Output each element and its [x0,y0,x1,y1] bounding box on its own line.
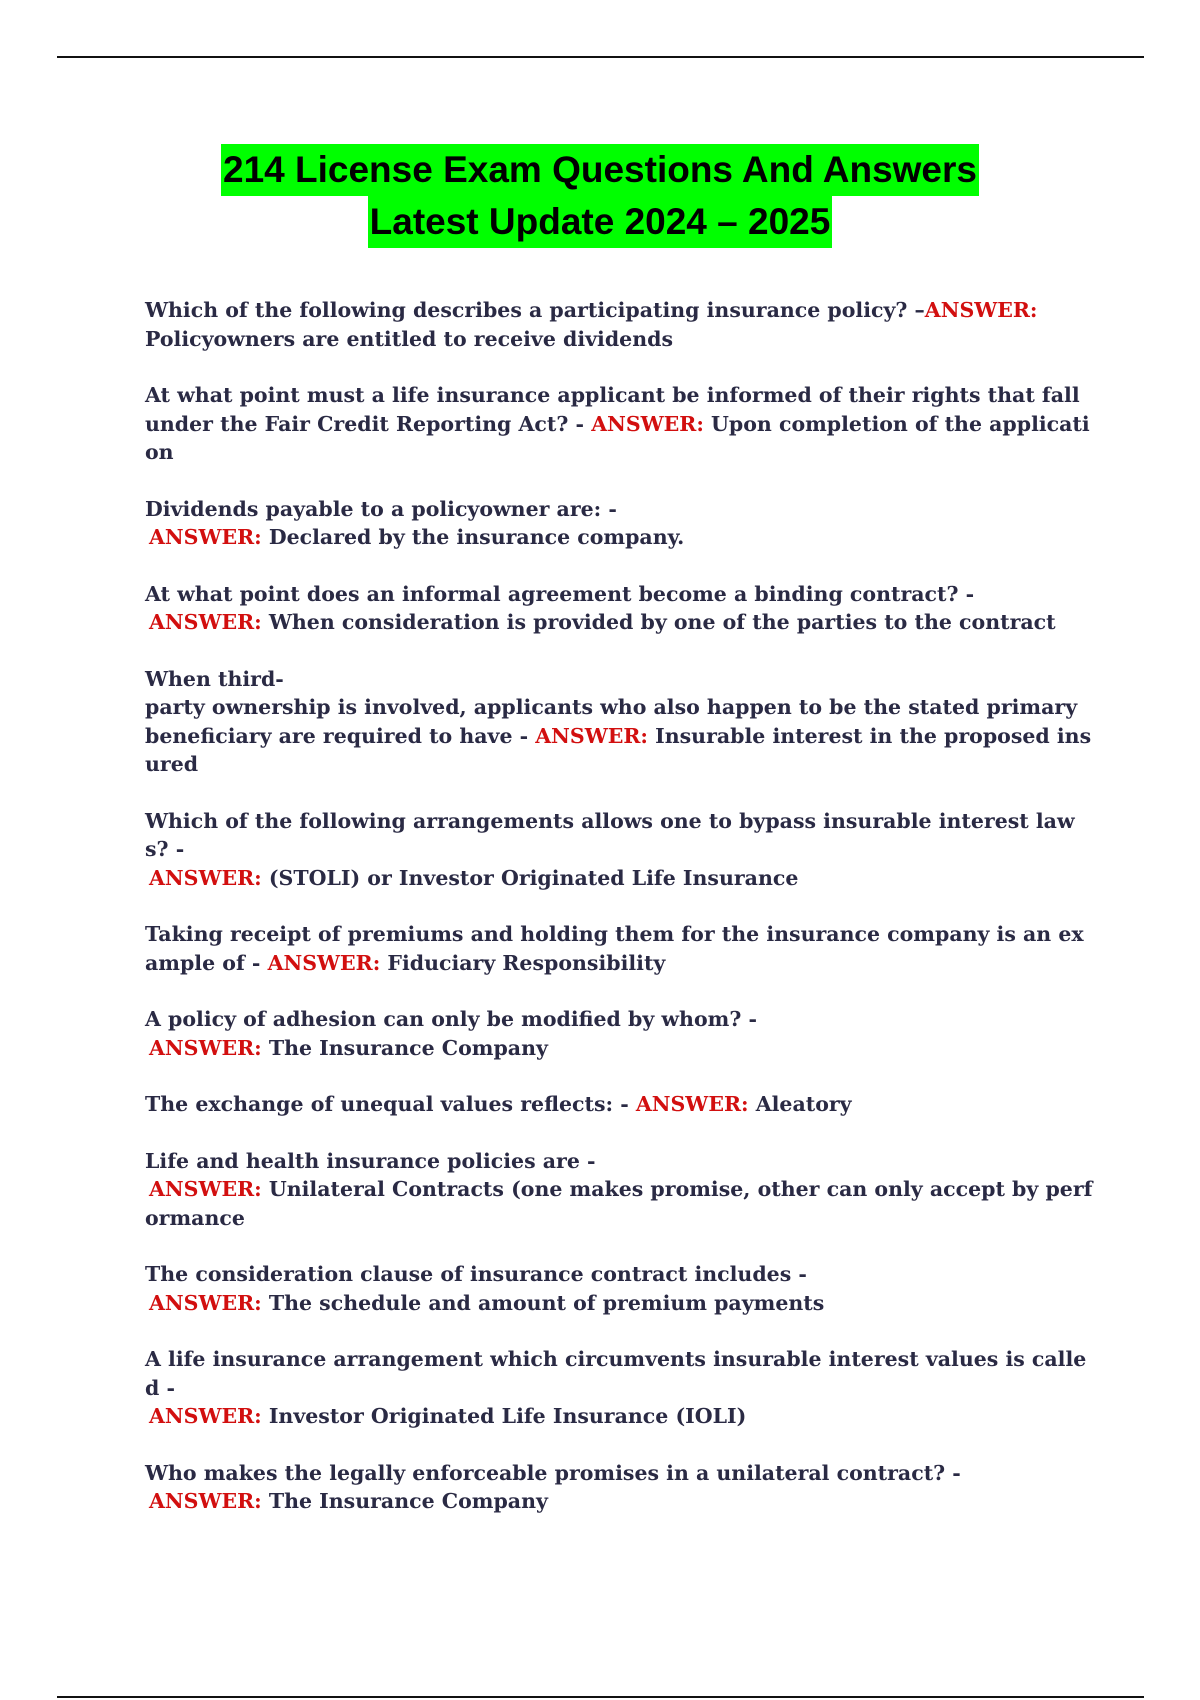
question-text: The exchange of unequal values reflects: - [145,1092,636,1116]
answer-text: When consideration is provided by one of the parties to the contract [268,610,1056,634]
question-text: Life and health insurance policies are - [145,1148,596,1173]
bottom-rule [57,1696,1144,1698]
qa-item [145,1147,1095,1233]
qa-item [145,580,1095,637]
title-line-1: 214 License Exam Questions And Answers [221,144,979,196]
answer-text: Investor Originated Life Insurance (IOLI) [268,1404,747,1428]
answer-text: The schedule and amount of premium payments [268,1290,825,1315]
top-rule [57,56,1144,58]
question-text: Which of the following describes a participating insurance policy? – [145,298,925,322]
answer-label: ANSWER: [149,610,262,634]
question-text: Which of the following arrangements allows one to bypass insurable interest laws? - [145,808,1075,861]
question-text: Dividends payable to a policyowner are: - [145,496,617,521]
qa-item [145,381,1095,467]
question-text: When third- [145,666,284,691]
answer-label: ANSWER: [924,298,1038,322]
answer-label: ANSWER: [149,1035,262,1060]
title-line-2: Latest Update 2024 – 2025 [368,196,833,248]
answer-label: ANSWER: [267,950,381,975]
answer-text: The Insurance Company [268,1035,548,1060]
answer-text: Upon completion of the application [145,411,1090,464]
answer-label: ANSWER: [149,865,262,890]
qa-item [145,1005,1095,1062]
answer-label: ANSWER: [149,1404,262,1428]
qa-item [145,1345,1095,1431]
answer-label: ANSWER: [535,723,648,748]
answer-label: ANSWER: [149,1177,262,1201]
answer-label: ANSWER: [149,525,262,549]
question-text: A policy of adhesion can only be modified by whom? - [145,1007,757,1031]
qa-item [145,1459,1095,1516]
question-text: Who makes the legally enforceable promises in a unilateral contract? - [145,1460,961,1485]
qa-item [145,495,1095,552]
answer-label: ANSWER: [591,411,704,436]
answer-text: Unilateral Contracts (one makes promise, other can only accept by performance [145,1177,1093,1230]
qa-item [145,665,1095,779]
qa-item [145,1090,1095,1119]
answer-text: (STOLI) or Investor Originated Life Insurance [268,865,799,890]
qa-list [145,296,1095,1544]
qa-item [145,1260,1095,1317]
answer-text: Policyowners are entitled to receive dividends [145,326,673,351]
question-text: At what point must a life insurance applicant be informed of their rights that fall under the Fair Credit Reporting Act? - [145,383,1080,436]
question-text: A life insurance arrangement which circumvents insurable interest values is called - [145,1347,1087,1400]
answer-label: ANSWER: [149,1290,262,1315]
qa-item [145,296,1095,353]
answer-text: Fiduciary Responsibility [387,950,666,975]
answer-text: Insurable interest in the proposed insured [145,723,1092,776]
document-title [0,144,1200,248]
qa-item [145,807,1095,893]
question-text: party ownership is involved, applicants who also happen to be the stated primary beneficiary are required to have - [145,695,1078,748]
answer-label: ANSWER: [149,1489,262,1513]
question-text: The consideration clause of insurance contract includes - [145,1262,807,1286]
answer-text: Aleatory [755,1092,852,1116]
qa-item [145,920,1095,977]
question-text: Taking receipt of premiums and holding them for the insurance company is an example of - [145,922,1084,975]
answer-text: The Insurance Company [268,1489,548,1513]
answer-label: ANSWER: [635,1092,749,1116]
question-text: At what point does an informal agreement become a binding contract? - [145,581,975,606]
answer-text: Declared by the insurance company. [268,525,685,549]
